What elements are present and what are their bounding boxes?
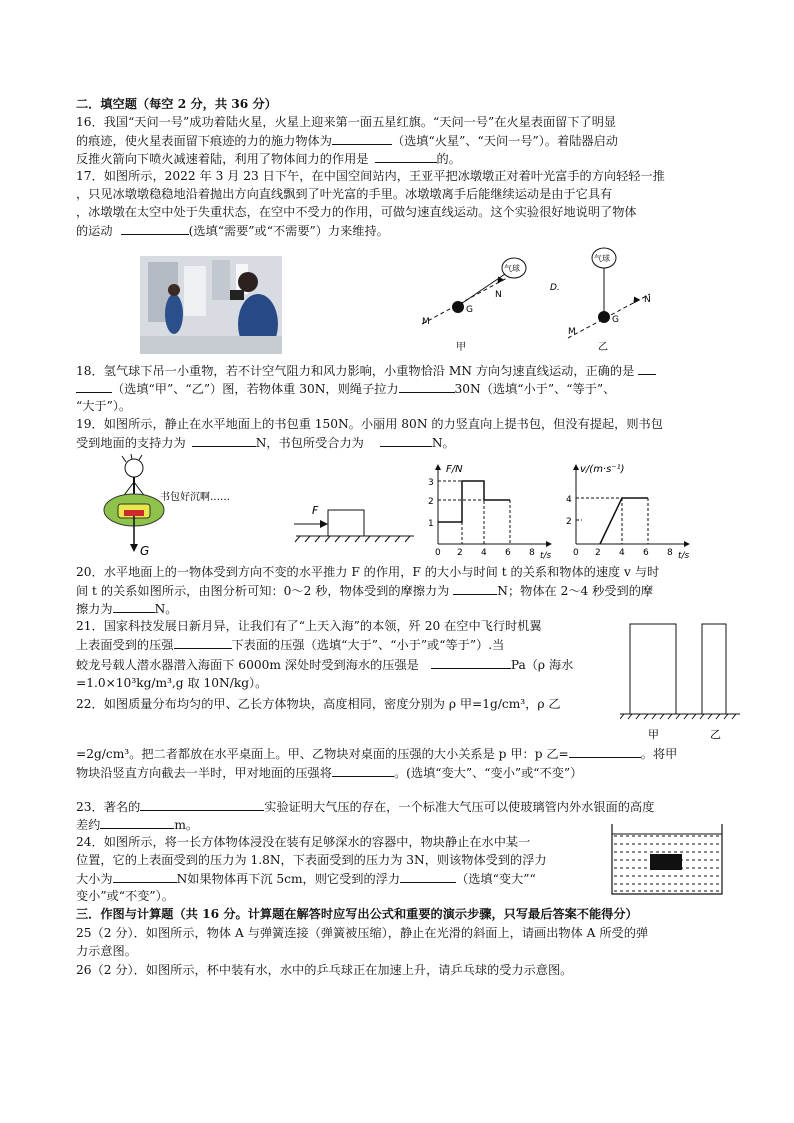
graph1-xtick-4: 4: [481, 548, 487, 558]
force-arrow-icon: [320, 520, 328, 528]
force-label-F: F: [312, 504, 319, 517]
yi-label-G: G: [612, 315, 619, 325]
jia-rope: [458, 272, 508, 306]
q26-line1: 26（2 分）．如图所示，杯中装有水，水中的乒乓球正在加速上升，请乒乓球的受力示意图。: [76, 963, 573, 977]
yi-label-M: M: [568, 327, 576, 337]
q16-line2: [76, 132, 618, 149]
space-station-photo: [140, 256, 282, 354]
q24-line1: 24．如图所示，将一长方体物体浸没在装有足够深水的容器中，物块静止在水中某一: [76, 835, 531, 849]
schoolbag-stripe: [124, 510, 144, 516]
graph2-xtick-8: 8: [667, 548, 673, 558]
block-yi: [702, 624, 726, 714]
q20-line1: 20．水平地面上的一物体受到方向不变的水平推力 F 的作用，F 的大小与时间 t 的关系和物体的速度 v 与时: [76, 565, 660, 579]
q25-line1: 25（2 分）．如图所示，物体 A 与弹簧连接（弹簧被压缩），静止在光滑的斜面上，请画出物体 A 所受的弹: [76, 926, 649, 940]
q20-blank-2[interactable]: [113, 600, 155, 613]
q17-text-a: 的运动: [76, 224, 113, 238]
fig22-caption-jia: 甲: [648, 728, 659, 741]
yi-label-D: D.: [550, 283, 560, 293]
graph1-ytick-2: 2: [428, 497, 434, 507]
q21-blank-2[interactable]: [431, 656, 511, 669]
q19-line1: 19．如图所示，静止在水平地面上的书包重 150N。小丽用 80N 的力竖直向上提书包，但没有提起，则书包: [76, 417, 663, 431]
q23-text-a: 23．著名的: [76, 800, 141, 814]
graph1-y-arrow-icon: [435, 464, 441, 470]
graph1-series: [438, 481, 510, 522]
q21-line3: [76, 656, 573, 673]
section-heading-drawing-calc: 三．作图与计算题（共 16 分。计算题在解答时应写出公式和重要的演示步骤，只写最后答案不能得分）: [76, 907, 638, 921]
caption-yi: 乙: [598, 342, 608, 353]
q18-line1: [76, 362, 656, 379]
q16-blank-1[interactable]: [332, 132, 392, 145]
q20-line3: [76, 600, 177, 617]
q22-line2: [76, 745, 677, 762]
water-container-figure: [610, 822, 728, 898]
q24-blank-1[interactable]: [113, 870, 177, 883]
speech-bubble: 书包好沉啊……: [160, 492, 230, 503]
q22-text-d: 。(选填“变大”、“变小”或“不变”）: [393, 766, 583, 780]
q23-line2: [76, 816, 198, 833]
q21-text-b: 下表面的压强（选填“大于”、“小于”或“等于”）.当: [231, 638, 505, 652]
block-jia: [630, 624, 676, 714]
q22-blank-1[interactable]: [569, 745, 641, 758]
q19-blank-1[interactable]: [192, 434, 256, 447]
q17-line3: ，冰墩墩在太空中处于失重状态，在空中不受力的作用，可做匀速直线运动。这个实验很好地说明了物体: [76, 205, 637, 219]
q20-text-d: N。: [154, 602, 178, 616]
jia-label-N: N: [495, 290, 502, 300]
graph1-xtick-6: 6: [505, 548, 511, 558]
q17-text-b: (选填“需要”或“不需要”）力来维持。: [188, 224, 389, 238]
q19-text-b: N，书包所受合力为: [255, 436, 364, 450]
graph1-ytick-1: 1: [428, 519, 434, 529]
ground-hatch: [295, 536, 410, 542]
graph1-xlabel: t/s: [540, 551, 552, 560]
q24-blank-2[interactable]: [400, 870, 456, 883]
q22-text-a: =2g/cm³。把二者都放在水平桌面上。甲、乙物块对桌面的压强的大小关系是 p 甲：p 乙=: [76, 747, 569, 761]
q19-text-c: N。: [431, 436, 455, 450]
q19-line2: [76, 434, 455, 451]
graph2-xtick-0: 0: [573, 548, 579, 558]
q16-text-a: 的痕迹，使火星表面留下痕迹的力的施力物体为: [76, 134, 332, 148]
graph2-series: [600, 498, 648, 544]
q24-text-b: N如果物体再下沉 5cm，则它受到的浮力: [176, 872, 401, 886]
graph1-guides: [438, 481, 510, 522]
q23-blank-2[interactable]: [100, 816, 174, 829]
jia-weight: [452, 301, 464, 313]
yi-arrow-icon: [631, 295, 641, 304]
q21-line2: [76, 636, 504, 653]
graph1-ylabel: F/N: [446, 464, 463, 475]
q20-text-a: 间 t 的关系如图所示，由图分析可知：0～2 秒，物体受到的摩擦力为: [76, 584, 450, 598]
graph2-ytick-4: 4: [566, 495, 572, 505]
graph1-xtick-8: 8: [529, 548, 535, 558]
q16-text-c: 反推火箭向下喷火减速着陆，利用了物体间力的作用是: [76, 152, 369, 166]
q18-blank-2[interactable]: [399, 380, 455, 393]
graph2-guides: [576, 498, 648, 520]
graph1-xtick-2: 2: [457, 548, 463, 558]
q19-blank-2[interactable]: [380, 434, 432, 447]
block: [328, 510, 364, 536]
graph2-xtick-4: 4: [619, 548, 625, 558]
table-hatch: [620, 714, 736, 719]
q17-line1: 17．如图所示，2022 年 3 月 23 日下午，在中国空间站内，王亚平把冰墩墩正对着叶光富手的方向轻轻一推: [76, 169, 665, 183]
yi-label-N: N: [644, 295, 651, 305]
q23-text-b: 实验证明大气压的存在，一个标准大气压可以使玻璃管内外水银面的高度: [264, 800, 655, 814]
q23-text-d: m。: [174, 818, 199, 832]
q18-text-b: （选填“甲”、“乙”）图，若物体重 30N，则绳子拉力: [112, 382, 399, 396]
girl-head: [125, 459, 143, 477]
graph2-xlabel: t/s: [678, 551, 690, 560]
fig22-caption-yi: 乙: [710, 728, 721, 741]
velocity-time-graph: [560, 460, 694, 560]
q17-line4: [76, 222, 389, 239]
label-G: G: [140, 544, 150, 558]
q16-line3: [76, 150, 461, 167]
q16-line1: 16．我国“天问一号”成功着陆火星，火星上迎来第一面五星红旗。“天问一号”在火星表面留下了明显: [76, 115, 617, 129]
q24-line3: [76, 870, 536, 887]
q17-blank-1[interactable]: [121, 222, 189, 235]
q18-blank-1[interactable]: [638, 362, 656, 375]
q22-text-b: 。将甲: [640, 747, 678, 761]
q20-line2: [76, 582, 653, 599]
q24-text-a: 大小为: [76, 872, 113, 886]
graph2-y-arrow-icon: [573, 464, 579, 470]
graph2-x-arrow-icon: [684, 541, 690, 547]
q18-text-a: 18．氢气球下吊一小重物，若不计空气阻力和风力影响，小重物恰沿 MN 方向匀速直线运动，正确的是: [76, 364, 635, 378]
q20-blank-1[interactable]: [453, 582, 497, 595]
q19-text-a: 受到地面的支持力为: [76, 436, 186, 450]
q23-blank-1[interactable]: [140, 798, 264, 811]
graph1-xtick-0: 0: [435, 548, 441, 558]
q21-blank-1[interactable]: [174, 636, 232, 649]
block-push-figure: [290, 498, 418, 548]
gravity-arrow-icon: [130, 544, 138, 552]
caption-jia: 甲: [456, 342, 466, 353]
q21-text-a: 上表面受到的压强: [76, 638, 174, 652]
q24-line2: 位置，它的上表面受到的压力为 1.8N，下表面受到的压力为 3N，则该物体受到的浮力: [76, 853, 547, 867]
q21-line4: =1.0×10³kg/m³,g 取 10N/kg）。: [76, 676, 268, 690]
balloon-diagram: [418, 244, 688, 354]
q22-line1: 22．如图质量分布均匀的甲、乙长方体物块，高度相同，密度分别为 ρ 甲=1g/cm³，ρ 乙: [76, 697, 561, 711]
graph1-drops: [462, 481, 510, 544]
q16-blank-2[interactable]: [375, 150, 437, 163]
graph1-ytick-3: 3: [428, 478, 434, 488]
section-heading-fill-blank: 二．填空题（每空 2 分，共 36 分）: [76, 97, 277, 111]
q16-text-b: （选填“火星”、“天问一号”）。着陆器启动: [391, 134, 618, 148]
graph1-x-arrow-icon: [546, 541, 552, 547]
yi-balloon-label: 气球: [594, 254, 610, 263]
q23-text-c: 差约: [76, 818, 101, 832]
jia-balloon-label: 气球: [504, 264, 520, 273]
q18-text-c: 30N（选填“小于”、“等于”、: [454, 382, 616, 396]
graph2-ylabel: v/(m·s⁻¹): [580, 464, 625, 475]
submerged-block: [650, 854, 682, 870]
graph2-drops: [622, 498, 648, 544]
q22-text-c: 物块沿竖直方向截去一半时，甲对地面的压强将: [76, 766, 332, 780]
q21-text-d: Pa（ρ 海水: [510, 658, 574, 672]
q21-text-c: 蛟龙号载人潜水器潜入海面下 6000m 深处时受到海水的压强是: [76, 658, 419, 672]
q20-text-c: 擦力为: [76, 602, 113, 616]
q18-blank-1-cont[interactable]: [76, 380, 112, 393]
jia-label-M: M: [422, 317, 430, 327]
q24-line4: 变小”或“不变”）。: [76, 889, 174, 903]
graph2-xtick-2: 2: [595, 548, 601, 558]
q21-line1: 21．国家科技发展日新月异，让我们有了“上天入海”的本领，歼 20 在空中飞行时机翼: [76, 619, 542, 633]
jia-label-G: G: [466, 305, 473, 315]
graph2-ytick-2: 2: [566, 517, 572, 527]
q23-line1: [76, 798, 654, 815]
blocks-figure: [620, 620, 740, 746]
q18-line2: [76, 380, 615, 397]
q22-blank-2[interactable]: [332, 764, 394, 777]
q22-line3: [76, 764, 582, 781]
schoolbag-figure: [98, 454, 268, 560]
q24-text-c: （选填“变大”“: [456, 872, 536, 886]
q17-line2: ，只见冰墩墩稳稳地沿着抛出方向直线飘到了叶光富的手里。冰墩墩离手后能继续运动是由于它具有: [76, 187, 613, 201]
graph2-xtick-6: 6: [643, 548, 649, 558]
q18-line3: “大于”）。: [76, 399, 132, 413]
q25-line2: 力示意图。: [76, 944, 137, 958]
q16-text-d: 的。: [436, 152, 461, 166]
q20-text-b: N；物体在 2～4 秒受到的摩: [497, 584, 654, 598]
force-time-graph: [422, 460, 556, 560]
